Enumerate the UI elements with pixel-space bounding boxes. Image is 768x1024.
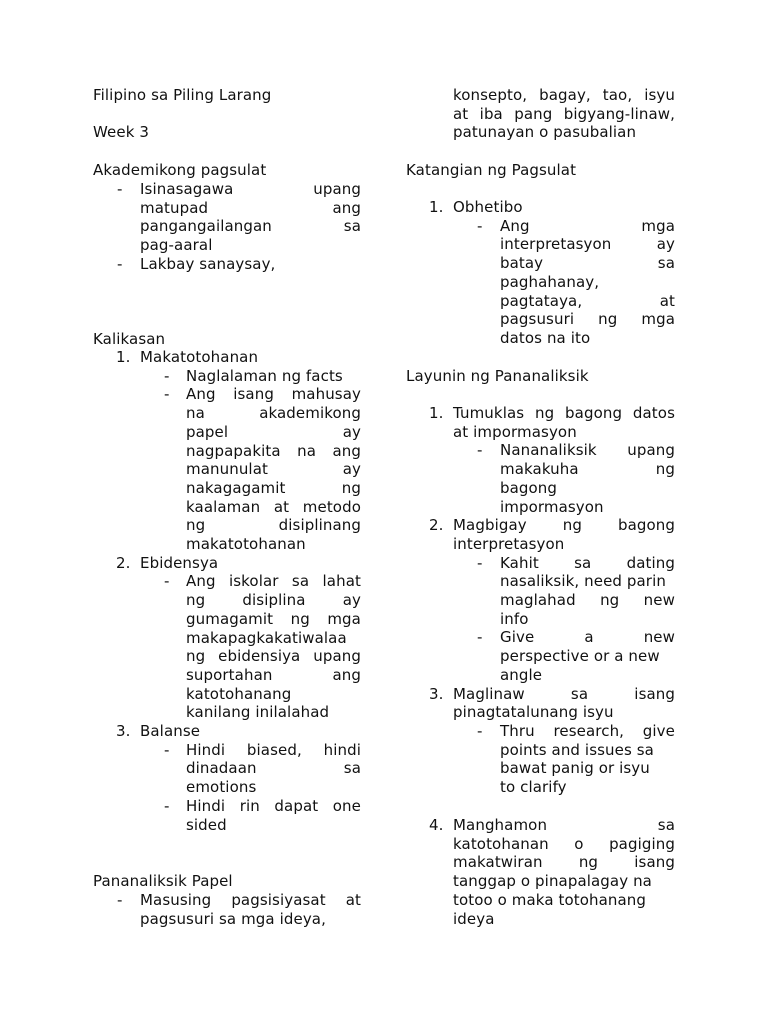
sub-bullet-text [186,703,329,722]
document-title: Filipino sa Piling Larang [93,86,272,104]
week-label: Week 3 [93,123,150,141]
list-number: 1. [429,404,444,422]
section-heading: Katangian ng Pagsulat [406,161,577,179]
word: Isinasagawa [140,180,234,198]
word: makakuha [500,460,579,479]
word: upang [313,647,361,666]
list-label [453,404,675,423]
sub-bullet-text [186,442,361,461]
word: Magbigay [453,516,527,535]
word: kaalaman [186,497,261,516]
word: kanilang inilalahad [186,703,330,722]
word: mahusay [291,385,361,404]
sub-bullet-text [500,273,599,292]
word: upang [313,180,361,198]
word: ng [290,609,310,628]
section-heading: Layunin ng Pananaliksik [406,367,589,385]
sub-bullet-text [186,460,361,479]
word: Nananaliksik [500,441,597,460]
sub-bullet-text [186,666,361,685]
bullet-dash: - [477,216,483,235]
word: konsepto, [453,86,528,104]
sub-bullet-text [186,629,347,648]
word: mga [641,216,675,235]
word: sa [657,254,675,273]
sub-bullet-text [500,554,675,573]
word: makatwiran [453,853,543,872]
sub-bullet-text [500,666,542,685]
word: datos [632,404,675,422]
sub-bullet-text [500,741,654,760]
sub-bullet-text [500,759,650,778]
bullet-text [140,236,212,255]
word: ng [562,516,582,535]
sub-bullet-text [500,722,675,741]
word: upang [627,441,675,460]
word: disiplina [242,591,306,610]
sub-bullet-text [186,741,361,760]
word: pagtataya, [500,291,583,310]
word: Ang [186,572,216,591]
sub-bullet-text [500,217,675,236]
word: interpretasyon [453,534,565,553]
bullet-dash: - [477,721,483,740]
bullet-text [140,891,361,910]
bullet-text [140,910,326,929]
word: mga [241,909,275,928]
word: ng [655,460,675,479]
bullet-dash: - [164,740,170,759]
word: Kahit [500,553,539,572]
list-number: 1. [429,198,444,216]
word: angle [500,665,543,684]
word: iskolar [228,572,279,591]
sub-bullet-text [186,385,361,404]
sub-bullet-text [500,292,675,311]
word: nakagagamit [186,478,286,497]
word: tao, [602,86,633,104]
word: pagsusuri [500,310,575,329]
word: bagay, [539,86,591,104]
word: Hindi [186,796,226,815]
word: dating [626,553,675,572]
bullet-dash: - [477,441,483,460]
word: points and issues sa [500,740,654,759]
sub-bullet-text [186,535,306,554]
sub-bullet-text [500,235,675,254]
word: ang [332,441,361,460]
word: isang [634,853,675,872]
word: datos na ito [500,328,591,347]
word: maglahad [500,591,576,609]
word: sided [186,815,227,834]
sub-bullet-text [186,591,361,610]
sub-bullet-text [186,685,291,704]
bullet-dash: - [164,572,170,591]
word: one [332,796,361,815]
continuation-text [453,105,675,124]
word: pagsisiyasat [231,891,326,909]
word: Hindi [186,740,226,759]
word: a [584,628,594,647]
word: iba [479,104,503,123]
word: isang [233,385,274,404]
word: ng [186,516,206,535]
list-label: Makatotohanan [140,348,259,366]
bullet-text [140,217,361,236]
word: Masusing [140,891,212,909]
word: manunulat [186,460,268,479]
word: paghahanay, [500,272,600,291]
word: nasaliksik, need parin [500,572,666,591]
word: interpretasyon [500,235,612,254]
list-number: 1. [116,348,131,366]
word: na [297,441,317,460]
word: ideya [453,909,495,928]
word: batay [500,254,544,273]
word: makapagkakatiwalaa [186,628,347,647]
word: Give [500,628,535,647]
sub-bullet-text [186,797,361,816]
sub-bullet-text [500,572,666,591]
sub-bullet-text [500,647,660,666]
word: ay [656,235,675,254]
word: totoo o maka totohanang [453,890,647,909]
bullet-dash: - [164,796,170,815]
list-label: Balanse [140,722,201,740]
word: Tumuklas [453,404,525,422]
word: katotohanan [453,834,549,853]
word: ideya, [279,909,326,928]
word: at [273,497,290,516]
sub-bullet-text [186,479,361,498]
word: Lakbay sanaysay, [140,254,276,273]
word: Ang [500,216,530,235]
sub-bullet-text [186,498,361,517]
word: mga [327,609,361,628]
word: ng [578,853,599,872]
sub-bullet-text [500,591,675,610]
word: sa [570,684,589,703]
word: sa [291,572,310,591]
list-label [453,816,675,835]
list-number: 2. [429,516,444,535]
word: matupad [140,198,209,217]
word: bigyang-linaw, [563,104,675,123]
word: suportahan [186,665,273,684]
sub-bullet-text [500,628,675,647]
word: Naglalaman ng facts [186,366,343,385]
word: perspective or a new [500,647,660,666]
word: ebidensiya [218,647,301,666]
word: sa [343,759,361,778]
word: na [186,404,205,423]
word: isyu [644,86,675,104]
word: at impormasyon [453,422,577,441]
word: pag-aaral [140,236,213,255]
word: makatotohanan [186,535,306,553]
word: nagpapakita [186,441,281,460]
word: ay [342,460,361,479]
word: sa [343,217,361,236]
word: research, [553,721,625,740]
continuation-text [453,86,675,105]
sub-bullet-text [186,423,361,442]
word: ang [332,198,361,217]
word: pang [514,104,553,123]
bullet-dash: - [477,553,483,572]
continuation-text [453,123,636,142]
list-label [453,853,675,872]
list-label [453,910,495,929]
sub-bullet-text [186,759,361,778]
word: ng [600,591,620,609]
sub-bullet-text [500,778,567,797]
word: bawat panig or isyu [500,759,650,778]
word: info [500,609,529,628]
word: ang [332,665,361,684]
sub-bullet-text [186,516,361,535]
bullet-text [140,199,361,218]
list-number: 3. [116,722,131,740]
word: bagong [617,516,675,535]
sub-bullet-text [186,610,361,629]
sub-bullet-text [186,647,361,666]
bullet-dash: - [477,628,483,647]
bullet-text [140,180,361,199]
word: ng [534,404,555,422]
list-number: 3. [429,684,444,703]
list-label [453,891,646,910]
word: bagong [565,404,623,422]
list-number: 2. [116,553,131,572]
word: bagong [500,478,558,497]
word: ay [342,422,361,441]
word: to clarify [500,778,567,796]
list-label [453,685,675,704]
word: sa [219,909,237,928]
word: dapat [274,796,319,815]
word: akademikong [259,404,361,423]
section-heading: Pananaliksik Papel [93,872,233,890]
word: metodo [302,497,361,516]
sub-bullet-text [500,460,675,479]
sub-bullet-text [500,310,675,329]
sub-bullet-text [186,572,361,591]
word: at [453,104,469,123]
sub-bullet-text [500,610,529,629]
word: new [643,628,675,647]
bullet-dash: - [164,385,170,404]
word: ng [186,591,206,610]
word: patunayan o pasubalian [453,123,637,142]
bullet-dash: - [117,254,123,273]
list-number: 4. [429,816,444,834]
word: give [642,721,675,740]
list-label [453,872,652,891]
list-label [453,516,675,535]
word: at [345,891,361,909]
word: sa [574,553,592,572]
sub-bullet-text [500,498,604,517]
word: ng [186,647,206,666]
word: ay [342,591,361,610]
word: emotions [186,778,257,797]
sub-bullet-text [186,367,343,386]
word: gumagamit [186,609,274,628]
sub-bullet-text [500,441,675,460]
word: o [574,834,584,853]
word: Maglinaw [453,684,525,703]
bullet-dash: - [117,891,123,909]
word: lahat [322,572,361,591]
word: tanggap o pinapalagay na [453,872,652,891]
word: pinagtatalunang isyu [453,703,614,722]
bullet-text [140,255,275,274]
sub-bullet-text [500,329,590,348]
list-label: Ebidensya [140,553,219,572]
bullet-dash: - [117,180,123,198]
word: new [643,591,675,609]
word: sa [657,816,675,834]
section-heading: Kalikasan [93,330,166,348]
word: Ang [186,385,216,404]
word: biased, [246,740,302,759]
word: Manghamon [453,816,548,834]
word: katotohanang [186,684,292,703]
word: ng [598,310,618,329]
sub-bullet-text [500,254,675,273]
list-label [453,703,614,722]
sub-bullet-text [186,404,361,423]
list-label: Obhetibo [453,198,523,216]
word: dinadaan [186,759,257,778]
word: pangangailangan [140,217,272,236]
word: pagiging [609,834,675,853]
list-label [453,835,675,854]
list-label [453,535,564,554]
word: Thru [500,721,535,740]
sub-bullet-text [186,778,256,797]
section-heading: Akademikong pagsulat [93,161,267,179]
word: hindi [323,740,361,759]
sub-bullet-text [500,479,557,498]
word: mga [641,310,675,329]
word: pagsusuri [140,909,215,928]
word: disiplinang [278,516,361,535]
word: at [659,291,675,310]
word: impormasyon [500,497,604,516]
bullet-dash: - [164,366,170,385]
word: ng [341,478,361,497]
list-label [453,423,577,442]
word: isang [634,684,675,703]
word: rin [239,796,260,815]
word: papel [186,422,229,441]
sub-bullet-text [186,816,227,835]
